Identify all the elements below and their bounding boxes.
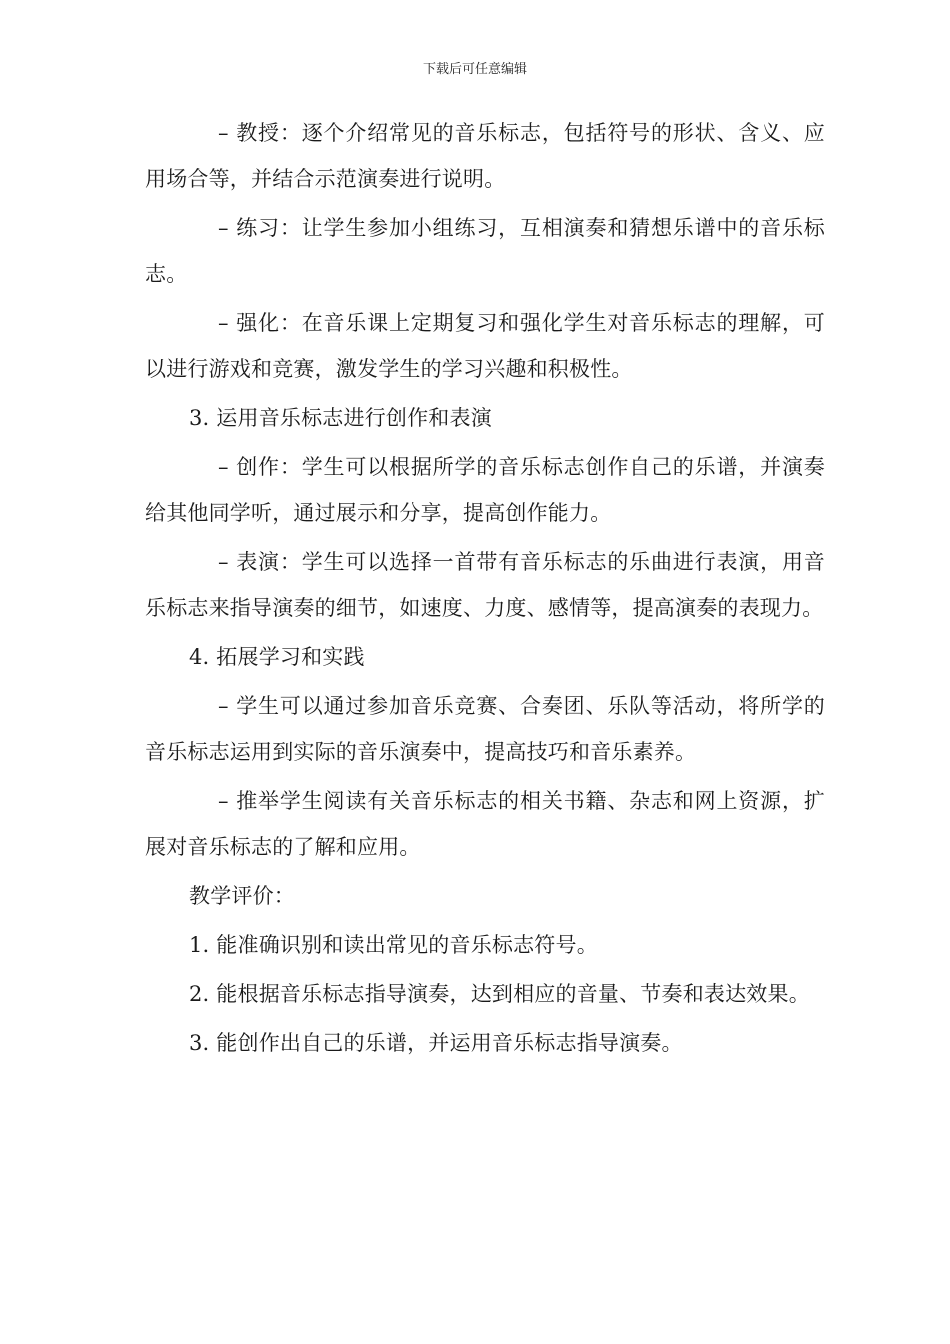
evaluation-heading: 教学评价： [189, 884, 295, 908]
section-heading-4: 4. 拓展学习和实践 [189, 645, 365, 669]
paragraph-extend-practice: – 学生可以通过参加音乐竞赛、合奏团、乐队等活动，将所学的音乐标志运用到实际的音乐演奏中，提高技巧和音乐素养。 [145, 694, 825, 764]
paragraph-teach: – 教授：逐个介绍常见的音乐标志，包括符号的形状、含义、应用场合等，并结合示范演奏进行说明。 [145, 121, 825, 191]
paragraph-extend-reading: – 推举学生阅读有关音乐标志的相关书籍、杂志和网上资源，扩展对音乐标志的了解和应用。 [145, 789, 825, 859]
evaluation-item-3: 3. 能创作出自己的乐谱，并运用音乐标志指导演奏。 [189, 1031, 683, 1055]
paragraph-reinforce: – 强化：在音乐课上定期复习和强化学生对音乐标志的理解，可以进行游戏和竞赛，激发学生的学习兴趣和积极性。 [145, 311, 825, 381]
evaluation-item-1: 1. 能准确识别和读出常见的音乐标志符号。 [189, 933, 598, 957]
paragraph-create: – 创作：学生可以根据所学的音乐标志创作自己的乐谱，并演奏给其他同学听，通过展示和分享，提高创作能力。 [145, 455, 825, 525]
paragraph-perform: – 表演：学生可以选择一首带有音乐标志的乐曲进行表演，用音乐标志来指导演奏的细节，如速度、力度、感情等，提高演奏的表现力。 [145, 550, 825, 620]
document-body [145, 110, 825, 1069]
page-header: 下载后可任意编辑 [422, 62, 527, 77]
section-heading-3: 3. 运用音乐标志进行创作和表演 [189, 406, 492, 430]
paragraph-practice: – 练习：让学生参加小组练习，互相演奏和猜想乐谱中的音乐标志。 [145, 216, 825, 286]
evaluation-item-2: 2. 能根据音乐标志指导演奏，达到相应的音量、节奏和表达效果。 [189, 982, 810, 1006]
